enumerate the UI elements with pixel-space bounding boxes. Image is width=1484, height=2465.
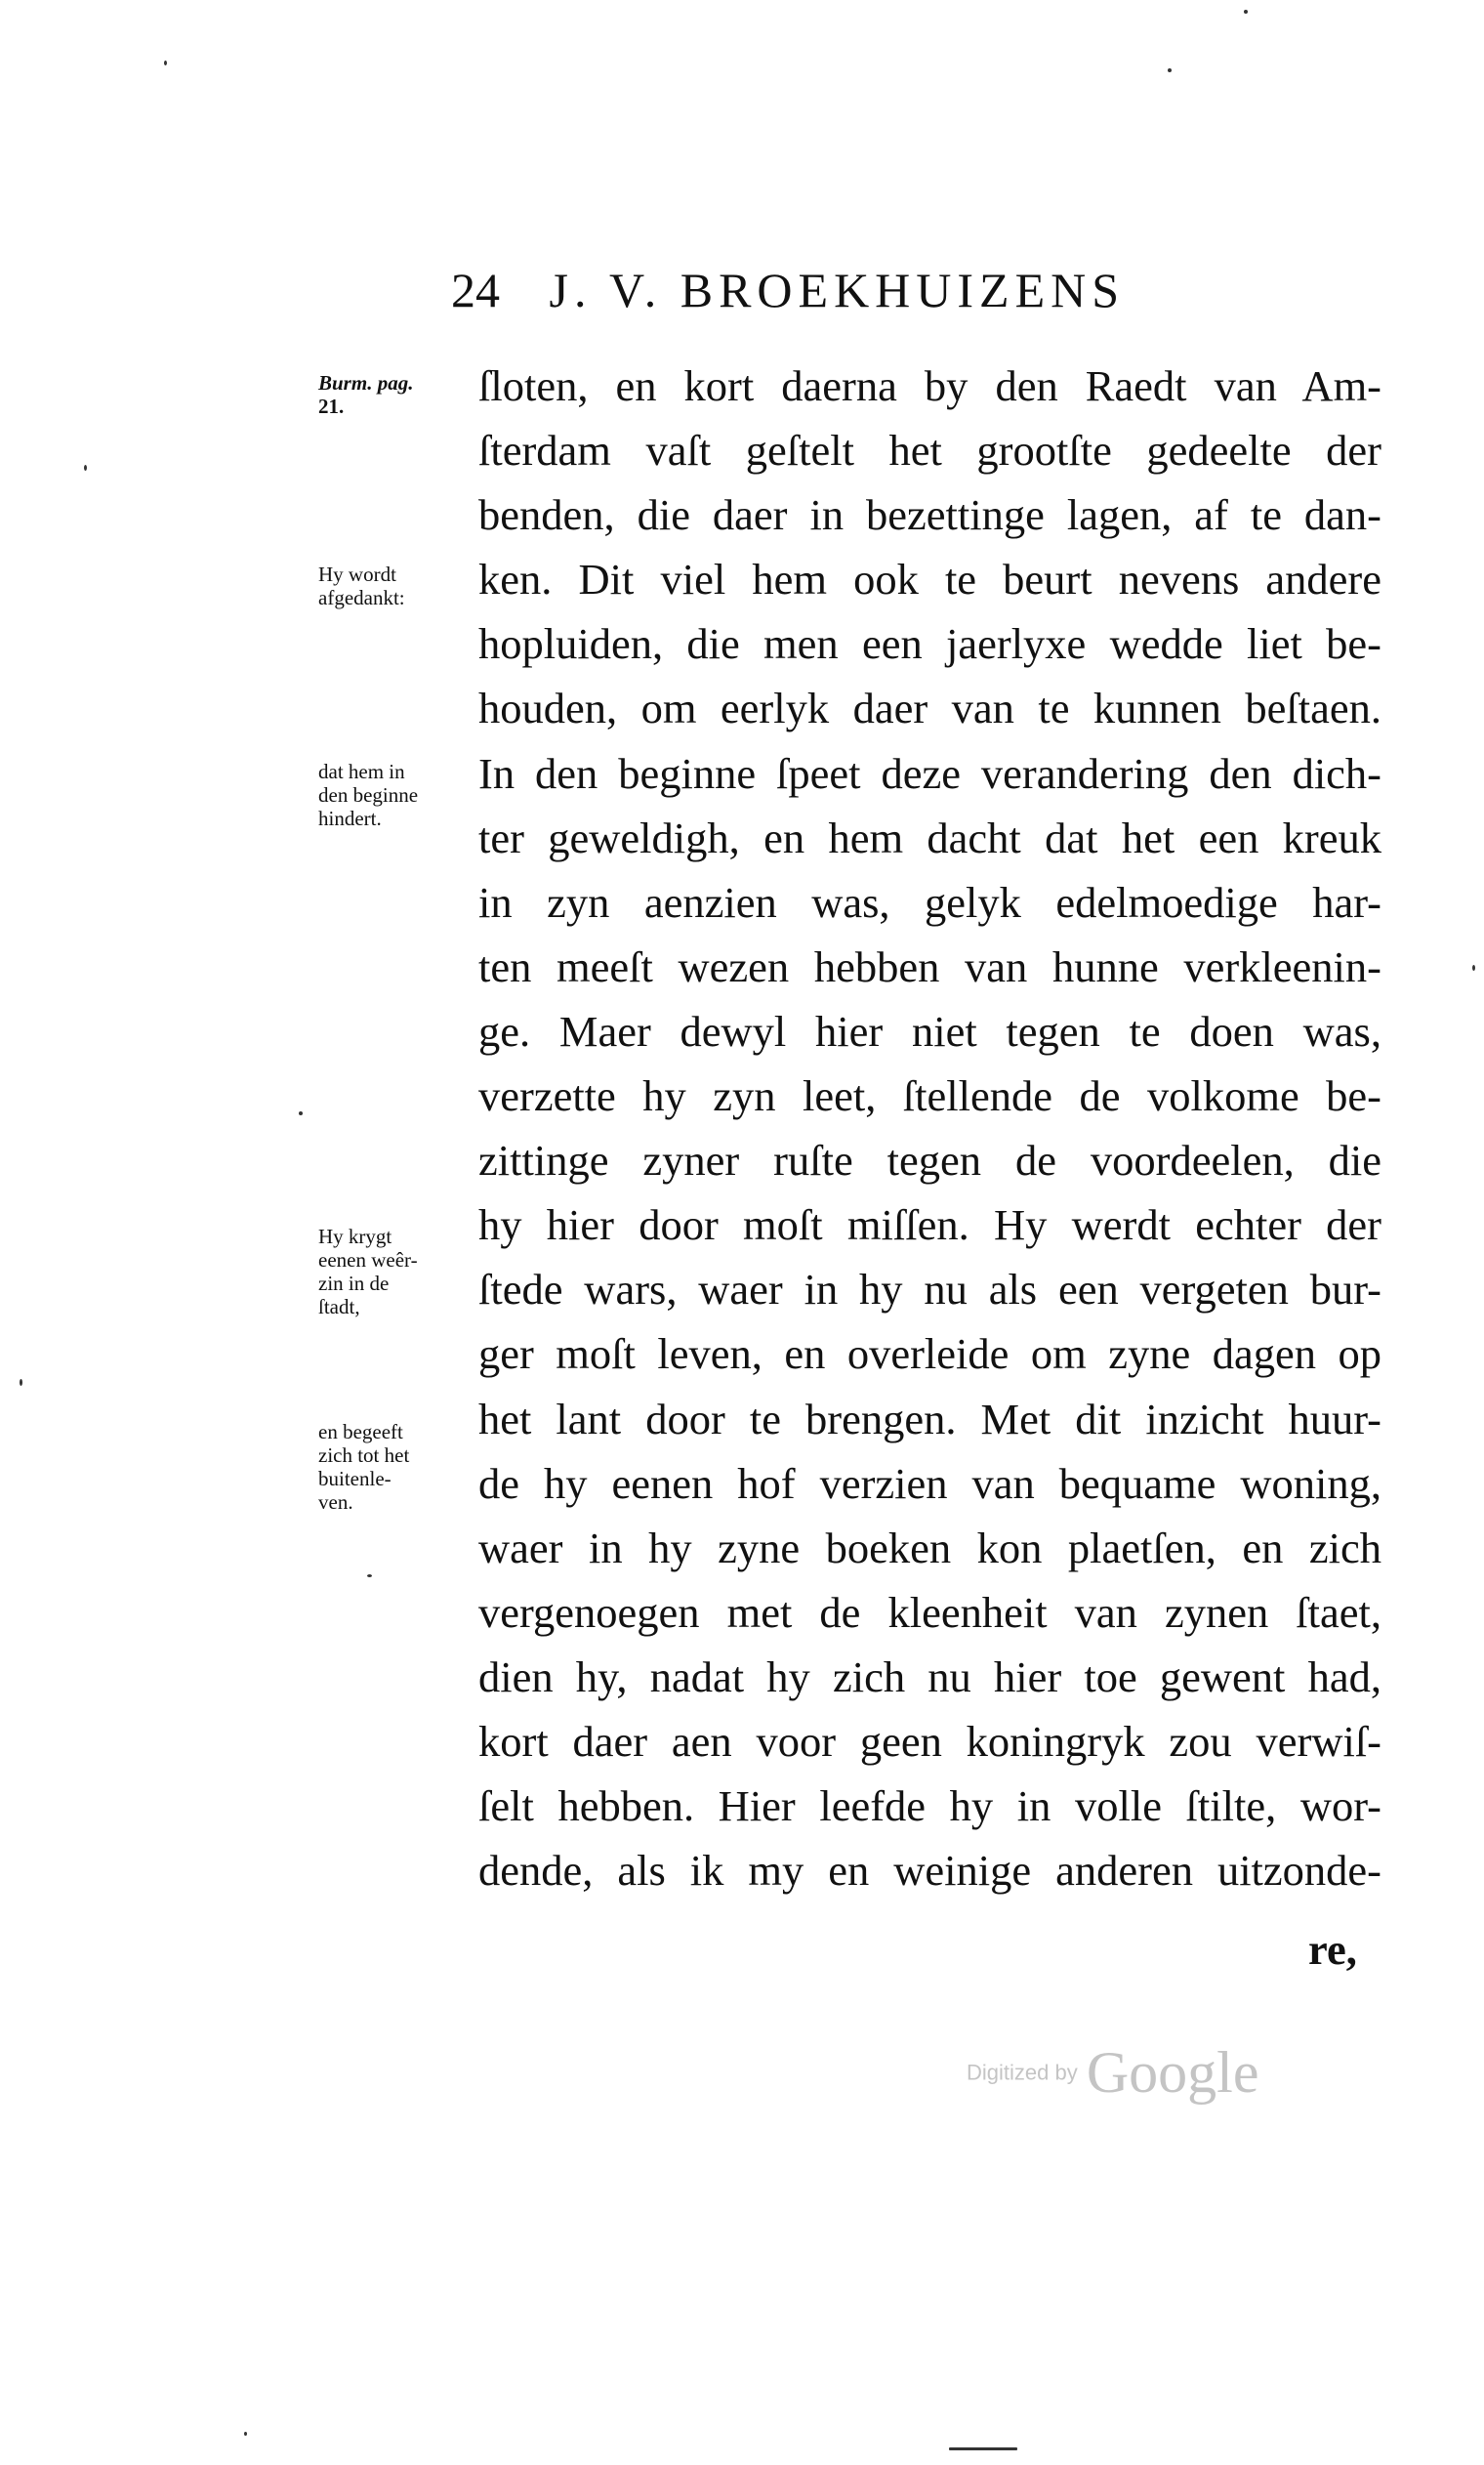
text-line: dien hy, nadat hy zich nu hier toe gewent had, [478,1651,1381,1701]
margin-note-line: zich tot het [318,1443,410,1467]
text-line: in zyn aenzien was, gelyk edelmoedige har- [478,877,1381,927]
text-line: hopluiden, die men een jaerlyxe wedde liet be- [478,619,1381,669]
google-logo: Google [1086,2040,1259,2105]
margin-note-line: Burm. pag. [318,371,414,395]
text-line: kort daer aen voor geen koningryk zou verwiſ- [478,1716,1381,1766]
body-text [478,354,1381,1902]
text-line: dende, als ik my en weinige anderen uitzonde- [478,1846,1381,1896]
text-line: houden, om eerlyk daer van te kunnen beſtaen. [478,684,1381,733]
margin-note-line: den beginne [318,783,419,807]
text-line: zittinge zyner ruſte tegen de voordeelen, die [478,1136,1381,1186]
margin-note-line: 21. [318,395,345,418]
text-line: benden, die daer in bezettinge lagen, af te dan- [478,490,1381,540]
page-header [451,263,1126,317]
text-line: ge. Maer dewyl hier niet tegen te doen was, [478,1006,1381,1056]
margin-note-aversion [318,1225,474,1318]
print-speck [1168,68,1172,72]
print-speck [20,1379,22,1386]
margin-note-country-life [318,1420,474,1514]
print-speck [299,1111,303,1115]
text-line: ſtede wars, waer in hy nu als een vergeten bur- [478,1265,1381,1315]
running-title: J. V. BROEKHUIZENS [549,263,1126,317]
watermark-prefix: Digitized by [967,2060,1078,2085]
margin-note-line: ven. [318,1490,353,1514]
print-speck [244,2432,247,2436]
digitized-watermark [967,2039,1258,2107]
text-line: In den beginne ſpeet deze verandering den dich- [478,748,1381,798]
text-line: ken. Dit viel hem ook te beurt nevens andere [478,555,1381,605]
print-speck [84,465,87,471]
margin-note-line: zin in de [318,1272,390,1295]
margin-note-line: buitenle- [318,1467,392,1490]
margin-note-line: eenen weêr- [318,1248,418,1272]
print-speck [367,1574,372,1577]
catchword: re, [1308,1925,1357,1974]
print-speck [164,61,167,65]
text-line: hy hier door moſt miſſen. Hy werdt echter der [478,1200,1381,1250]
text-line: waer in hy zyne boeken kon plaetſen, en zich [478,1523,1381,1572]
text-line: de hy eenen hof verzien van bequame woning, [478,1458,1381,1508]
margin-note-line: Hy wordt [318,563,396,586]
text-line: vergenoegen met de kleenheit van zynen ſtaet, [478,1587,1381,1637]
text-line: ger moſt leven, en overleide om zyne dagen op [478,1329,1381,1379]
text-line: verzette hy zyn leet, ſtellende de volkome be- [478,1071,1381,1121]
print-speck [1244,10,1248,14]
margin-note-line: ſtadt, [318,1295,360,1318]
margin-note-reference [318,371,474,418]
margin-note-hindered [318,760,474,830]
text-line: ten meeſt wezen hebben van hunne verkleenin- [478,941,1381,991]
margin-note-line: en begeeft [318,1420,403,1443]
margin-note-line: Hy krygt [318,1225,392,1248]
print-speck [949,2447,1017,2450]
text-line: ſloten, en kort daerna by den Raedt van Am- [478,361,1381,410]
margin-note-line: afgedankt: [318,586,405,609]
text-line: ſterdam vaſt geſtelt het grootſte gedeelte der [478,426,1381,476]
text-line: het lant door te brengen. Met dit inzicht huur- [478,1394,1381,1443]
page-number: 24 [451,263,500,317]
text-line: ſelt hebben. Hier leefde hy in volle ſtilte, wor- [478,1781,1381,1831]
margin-note-line: dat hem in [318,760,405,783]
margin-note-dismissed [318,563,474,609]
text-line: ter geweldigh, en hem dacht dat het een kreuk [478,813,1381,862]
margin-note-line: hindert. [318,807,382,830]
print-speck [1472,965,1475,971]
